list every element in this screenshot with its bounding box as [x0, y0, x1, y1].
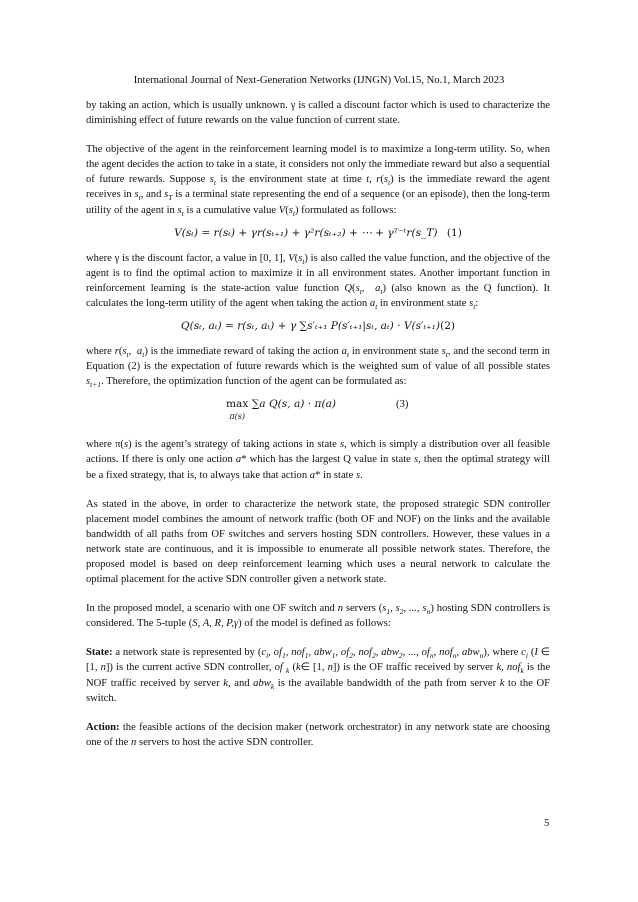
body-text — [86, 98, 550, 750]
equation-2-number: (2) — [440, 320, 456, 333]
equation-2 — [86, 319, 550, 334]
paragraph-action-definition: Action: the feasible actions of the decision maker (network orchestrator) in any network state are choosing one of the n servers to host the active SDN controller. — [86, 721, 550, 748]
equation-2-expression: Q(sₜ, aₜ) = r(sₜ, aₜ) + γ ∑s′ₜ₊₁ P(s′ₜ₊₁|sₜ, aₜ) · V(s′ₜ₊₁) — [180, 320, 441, 333]
equation-1-expression: V(sₜ) = r(sₜ) + γr(sₜ₊₁) + γ²r(sₜ₊₂) + ⋯ + γᵀ⁻ᵗr(s_T) — [174, 226, 438, 239]
equation-1 — [86, 226, 550, 241]
paragraph-value-function: where γ is the discount factor, a value in [0, 1], $V(s_t)$ is also called the value function, and the objective of the agent is to find the optimal action to maximize it in all environment states. Another important function in reinforcement learning is the state-action value function $Q(s_t$, $a_t$) (also known as the Q function). It calculates the long-term utility of the agent when taking the action $a_t$ in environment state $s_t$: — [86, 252, 550, 312]
page-number: 5 — [544, 818, 550, 829]
paragraph-immediate-reward: where $r(s_t$, $a_t$) is the immediate reward of taking the action $a_t$ in environment state $s_t$, and the second term in Equation (2) is the expectation of future rewards which is the weighted sum of value of all possible states $s_{t+1}$. Therefore, the optimization function of the agent can be formulated as: — [86, 346, 550, 390]
paragraph-discount-factor: by taking an action, which is usually unknown. γ is called a discount factor which is used to characterize the diminishing effect of future rewards on the value function of current state. — [86, 100, 550, 127]
equation-3-max: max π(s) — [226, 398, 249, 422]
running-header: International Journal of Next-Generation Networks (IJNGN) Vol.15, No.1, March 2023 — [133, 75, 505, 86]
paragraph-objective: The objective of the agent in the reinforcement learning model is to maximize a long-term utility. So, when the agent decides the action to take in a state, it considers not only the immediate reward but also a sequential of future rewards. Suppose $s_t$ is the environment state at time t, $r(s_t)$ is the immediate reward the agent receives in $s_t$, and $s_T$ is a terminal state representing the end of a sequence (or an episode), then the long-term utility of the agent in $s_t$ is a cumulative value $V(s_t)$ formulated as follows: — [86, 144, 550, 218]
equation-3 — [86, 395, 550, 431]
paragraph-network-state: As stated in the above, in order to characterize the network state, the proposed strategic SDN controller placement model combines the amount of network traffic (both OF and NOF) on the links and the available bandwidth of all paths from OF switches and servers hosting SDN controllers. However, these values in a network state are continuous, and it is impossible to enumerate all possible network states. Therefore, the proposed model is based on deep reinforcement learning which uses a neural network to calculate the optimal placement for the active SDN controller given a network state. — [86, 498, 550, 586]
equation-3-expression: ∑a Q(s, a) · π(a) — [251, 398, 337, 411]
equation-3-number: (3) — [396, 399, 409, 411]
paragraph-strategy: where π(s) is the agent’s strategy of taking actions in state s, which is simply a distribution over all feasible actions. If there is only one action a* which has the largest Q value in state s, then the optimal strategy will be a fixed strategy, that is, to always take that action a* in state s. — [86, 439, 551, 481]
paragraph-scenario: In the proposed model, a scenario with one OF switch and n servers ($s_1$, $s_2$, ..., $s_n$) hosting SDN controllers is considered. The 5-tuple (S, A, R, P,γ) of the model is defined as follows: — [86, 603, 550, 630]
paragraph-state-definition: State: a network state is represented by ($c_i$, $of_1$, nof$_1$, abw$_1$, $of_2$, nof$_2$, abw$_2$, ..., $of_n$, nof$_n$, abw$_n$), where $c_i$ (I ∈ [1, n]) is the current active SDN controller, of $_k$ (k∈ [1, n]) is the OF traffic received by server k, nof$_k$ is the NOF traffic received by server k, and abw$_k$ is the available bandwidth of the path from server k to the OF switch. — [86, 647, 551, 704]
equation-1-number: (1) — [446, 226, 462, 239]
